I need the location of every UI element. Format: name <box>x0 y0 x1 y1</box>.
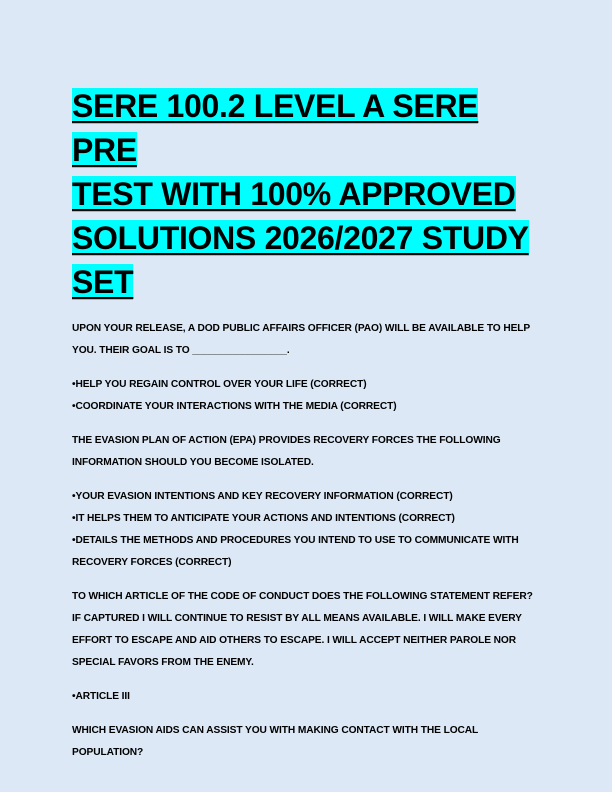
answer-3: •ARTICLE III <box>72 691 130 702</box>
answer-2-item-3: •DETAILS THE METHODS AND PROCEDURES YOU INTEND TO USE TO COMMUNICATE WITH RECOVERY FORCES (CORRECT) <box>72 535 519 568</box>
answer-2-item-2: •IT HELPS THEM TO ANTICIPATE YOUR ACTIONS AND INTENTIONS (CORRECT) <box>72 513 455 524</box>
document-title <box>72 84 540 304</box>
question-3: TO WHICH ARTICLE OF THE CODE OF CONDUCT DOES THE FOLLOWING STATEMENT REFER? IF CAPTURED I WILL CONTINUE TO RESIST BY ALL MEANS AVAILABLE. I WILL MAKE EVERY EFFORT TO ESCAPE AND AID OTHERS TO ESCAPE. I WILL ACCEPT NEITHER PAROLE NOR SPECIAL FAVORS FROM THE ENEMY. <box>72 591 533 668</box>
title-line-1: SERE 100.2 LEVEL A SERE PRE <box>72 88 479 168</box>
question-1: UPON YOUR RELEASE, A DOD PUBLIC AFFAIRS OFFICER (PAO) WILL BE AVAILABLE TO HELP YOU. THEIR GOAL IS TO _________________. <box>72 323 530 356</box>
answer-2-item-1: •YOUR EVASION INTENTIONS AND KEY RECOVERY INFORMATION (CORRECT) <box>72 491 453 502</box>
document-page <box>72 84 540 776</box>
title-line-3: SOLUTIONS 2026/2027 STUDY <box>72 220 529 256</box>
answer-2 <box>72 486 540 574</box>
answer-1 <box>72 374 540 418</box>
question-2: THE EVASION PLAN OF ACTION (EPA) PROVIDES RECOVERY FORCES THE FOLLOWING INFORMATION SHOULD YOU BECOME ISOLATED. <box>72 435 501 468</box>
title-line-2: TEST WITH 100% APPROVED <box>72 176 516 212</box>
title-line-4: SET <box>72 264 134 300</box>
answer-1-item-1: •HELP YOU REGAIN CONTROL OVER YOUR LIFE (CORRECT) <box>72 379 367 390</box>
answer-1-item-2: •COORDINATE YOUR INTERACTIONS WITH THE MEDIA (CORRECT) <box>72 401 397 412</box>
question-4: WHICH EVASION AIDS CAN ASSIST YOU WITH MAKING CONTACT WITH THE LOCAL POPULATION? <box>72 725 478 758</box>
